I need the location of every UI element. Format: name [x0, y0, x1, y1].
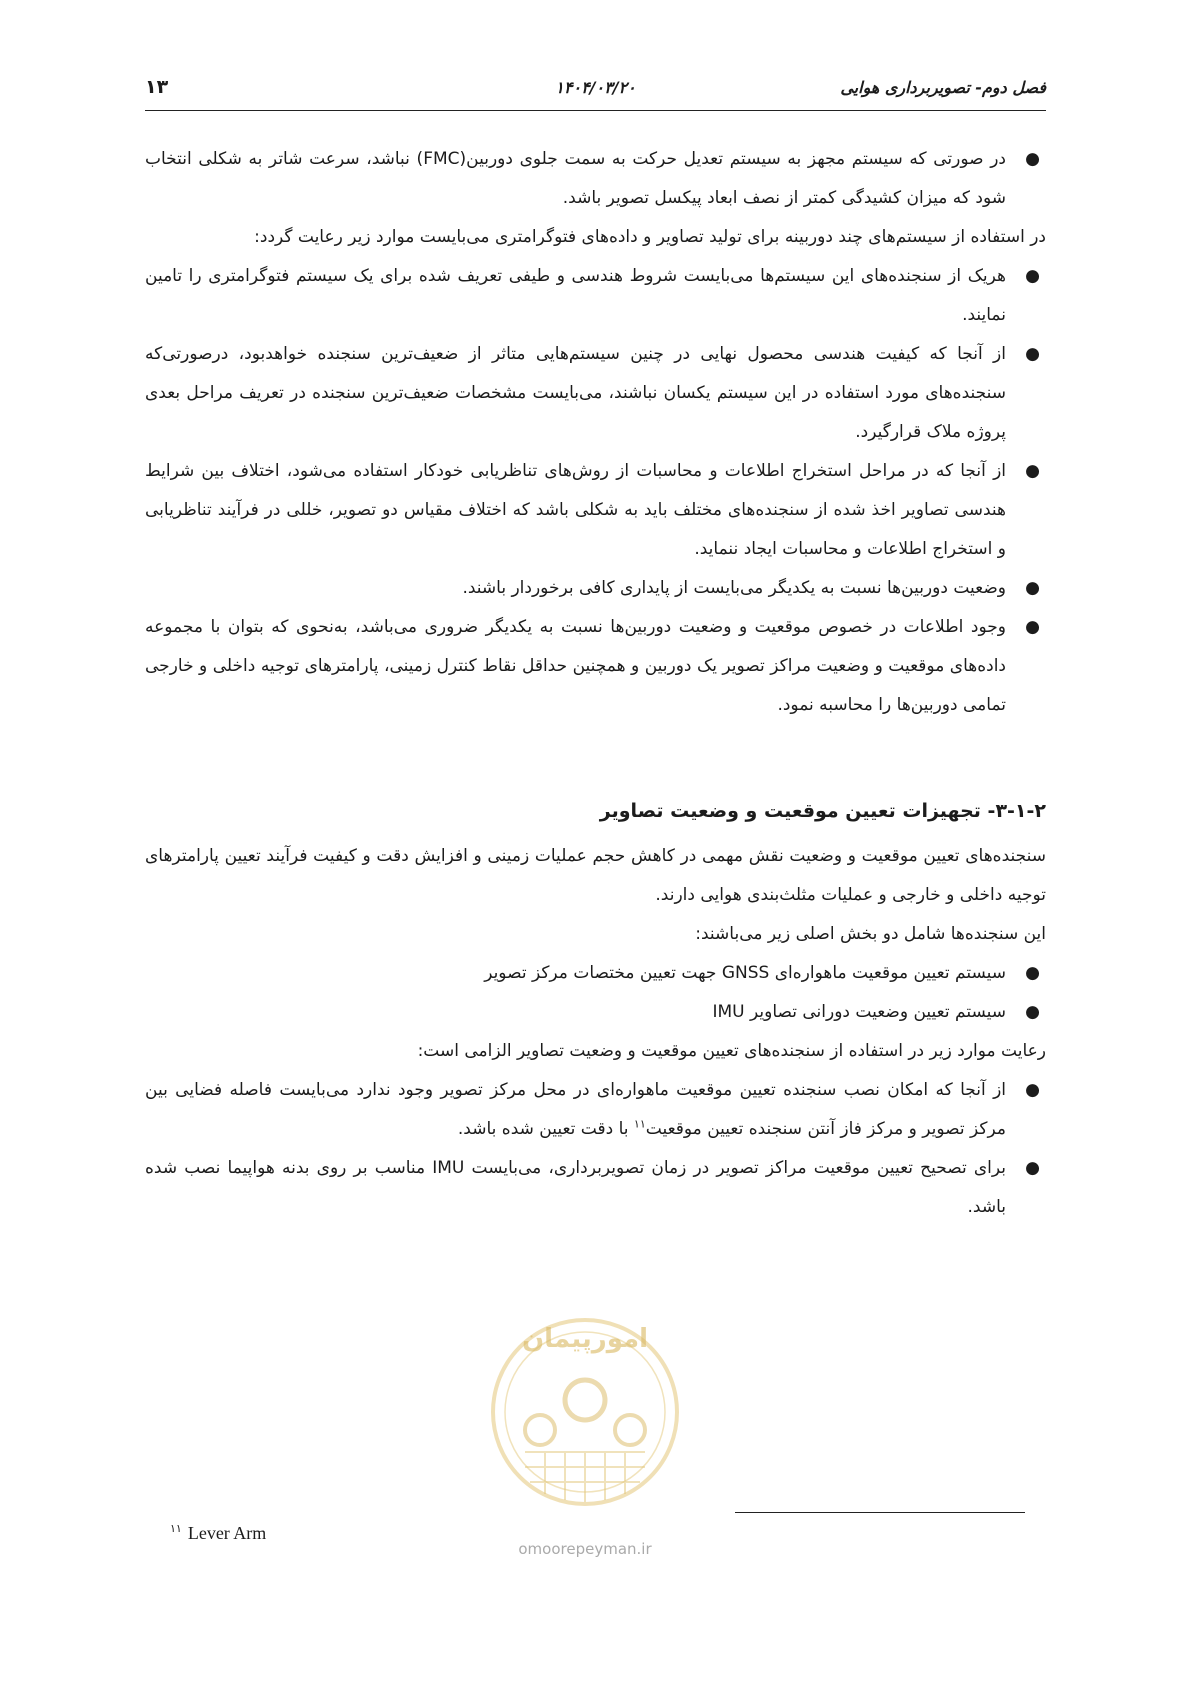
page-body	[145, 140, 1046, 1227]
bullet-icon: ●	[1025, 1002, 1040, 1022]
list-item: ● وضعیت دوربین‌ها نسبت به یکدیگر می‌بایست از پایداری کافی برخوردار باشند.	[145, 569, 1006, 608]
footnote	[170, 1522, 266, 1544]
multi-camera-intro: در استفاده از سیستم‌های چند دوربینه برای تولید تصاویر و داده‌های فتوگرامتری می‌بایست موارد زیر رعایت گردد:	[254, 227, 1046, 247]
list-item: ● سیستم تعیین موقعیت ماهواره‌ای GNSS جهت تعیین مختصات مرکز تصویر	[145, 954, 1006, 993]
page-header	[145, 78, 1046, 112]
bullet-icon: ●	[1025, 1080, 1040, 1100]
bullet-icon: ●	[1025, 963, 1040, 983]
list-item: ● از آنجا که در مراحل استخراج اطلاعات و محاسبات از روش‌های تناظریابی خودکار استفاده می‌شود، اختلاف بین شرایط هندسی تصاویر اخذ شده از سنجنده‌های مختلف باید به شکلی باشد که اختلاف مقیاس دو تصویر، خللی در فرآیند تناظریابی و استخراج اطلاعات و محاسبات ایجاد ننماید.	[145, 452, 1006, 569]
bullet-icon: ●	[1025, 266, 1040, 286]
list-item: ● برای تصحیح تعیین موقعیت مراکز تصویر در زمان تصویربرداری، می‌بایست IMU مناسب بر روی بدنه هواپیما نصب شده باشد.	[145, 1149, 1006, 1227]
section-heading: ۳-۱-۲- تجهیزات تعیین موقعیت و وضعیت تصاویر	[599, 800, 1046, 822]
list-item: ● از آنجا که کیفیت هندسی محصول نهایی در چنین سیستم‌هایی متاثر از ضعیف‌ترین سنجنده خواهدبود، درصورتی‌که سنجنده‌های مورد استفاده در این سیستم یکسان نباشند، می‌بایست مشخصات ضعیف‌ترین سنجنده در تعریف مراحل بعدی پروژه ملاک قرارگیرد.	[145, 335, 1006, 452]
bullet-icon: ●	[1025, 149, 1040, 169]
bullet-icon: ●	[1025, 578, 1040, 598]
chapter-title: فصل دوم- تصویربرداری هوایی	[840, 78, 1046, 97]
requirements-list	[145, 1071, 1046, 1227]
list-item: ● در صورتی که سیستم مجهز به سیستم تعدیل حرکت به سمت جلوی دوربین(FMC) نباشد، سرعت شاتر به شکلی انتخاب شود که میزان کشیدگی کمتر از نصف ابعاد پیکسل تصویر باشد.	[145, 140, 1006, 218]
bullet-icon: ●	[1025, 1158, 1040, 1178]
bullet-icon: ●	[1025, 617, 1040, 637]
sensor-parts-list	[145, 954, 1046, 1032]
paragraph: رعایت موارد زیر در استفاده از سنجنده‌های تعیین موقعیت و وضعیت تصاویر الزامی است:	[417, 1041, 1046, 1061]
header-rule	[145, 110, 1046, 111]
watermark-brand: امورپیمان	[521, 1324, 649, 1354]
list-item: ● سیستم تعیین وضعیت دورانی تصاویر IMU	[145, 993, 1006, 1032]
paragraph: سنجنده‌های تعیین موقعیت و وضعیت نقش مهمی در کاهش حجم عملیات زمینی و افزایش دقت و کیفیت فرآیند تعیین پارامترهای توجیه داخلی و خارجی و عملیات مثلث‌بندی هوایی دارند.	[145, 846, 1046, 905]
fmc-bullet-list	[145, 140, 1046, 218]
footnote-text: Lever Arm	[187, 1523, 267, 1543]
list-item: ● از آنجا که امکان نصب سنجنده تعیین موقعیت ماهواره‌ای در محل مرکز تصویر وجود ندارد می‌بایست فاصله فضایی بین مرکز تصویر و مرکز فاز آنتن سنجنده تعیین موقعیت$^{۱۱}$ با دقت تعیین شده باشد.	[145, 1071, 1006, 1149]
footnote-rule	[735, 1512, 1025, 1513]
watermark-url: omoorepeyman.ir	[518, 1540, 652, 1558]
watermark-logo-icon	[485, 1302, 685, 1567]
page-number: ۱۳	[145, 76, 169, 98]
multi-camera-bullets	[145, 257, 1046, 725]
paragraph: این سنجنده‌ها شامل دو بخش اصلی زیر می‌باشند:	[695, 924, 1046, 944]
list-item: ● وجود اطلاعات در خصوص موقعیت و وضعیت دوربین‌ها نسبت به یکدیگر ضروری می‌باشد، به‌نحوی که بتوان با مجموعه داده‌های موقعیت و وضعیت مراکز تصویر یک دوربین و همچنین حداقل نقاط کنترل زمینی، پارامترهای توجیه داخلی و خارجی تمامی دوربین‌ها را محاسبه نمود.	[145, 608, 1006, 725]
footnote-number: ۱۱	[170, 1523, 182, 1535]
bullet-icon: ●	[1025, 461, 1040, 481]
bullet-icon: ●	[1025, 344, 1040, 364]
list-item: ● هریک از سنجنده‌های این سیستم‌ها می‌بایست شروط هندسی و طیفی تعریف شده برای یک سیستم فتوگرامتری را تامین نمایند.	[145, 257, 1006, 335]
footnote-ref[interactable]: ۱۱	[633, 1117, 646, 1131]
header-date: ۱۴۰۴/۰۳/۲۰	[555, 78, 636, 97]
